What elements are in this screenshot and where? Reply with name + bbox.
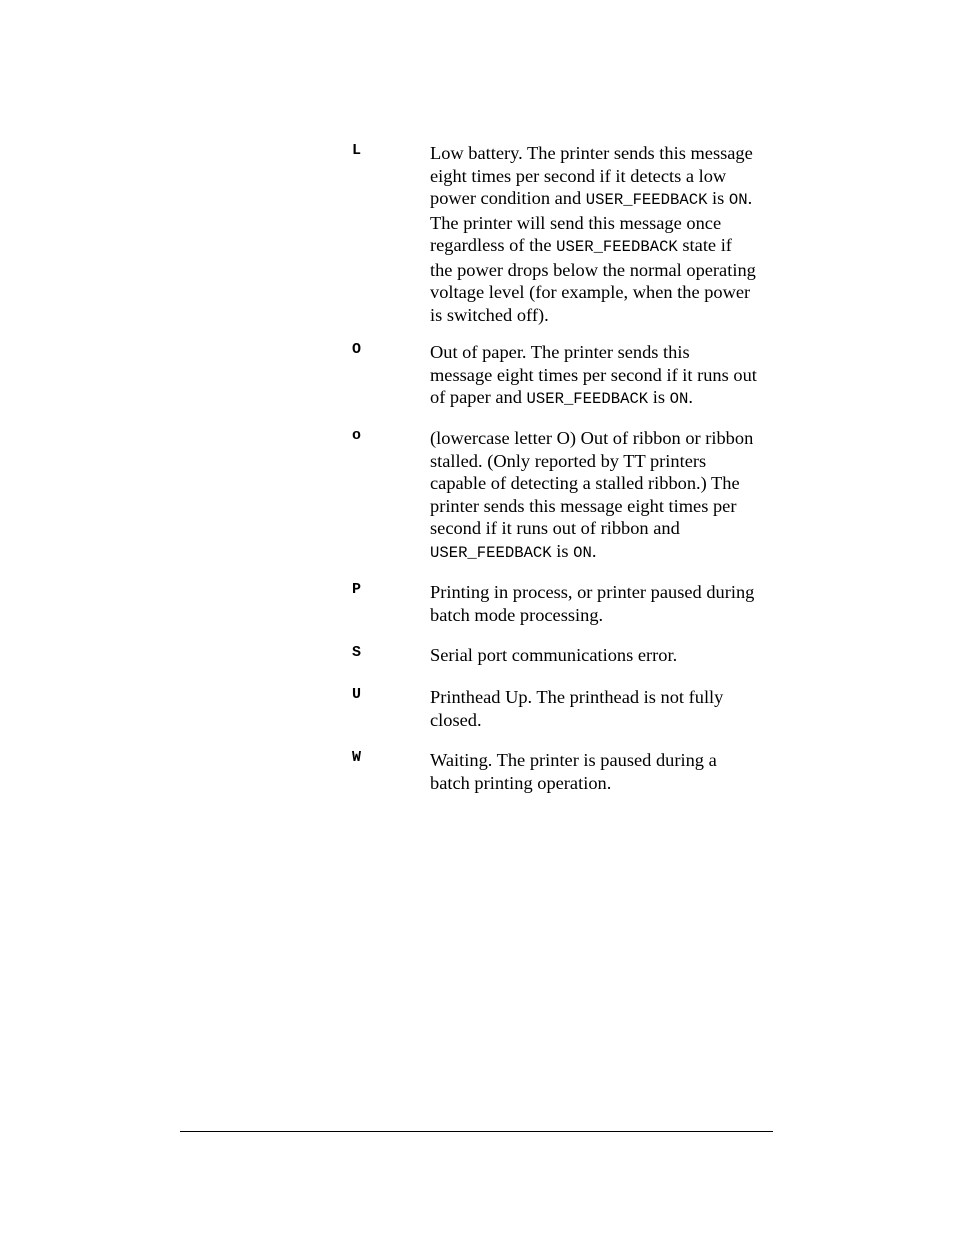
- description-text: Printhead Up. The printhead is not fully: [430, 687, 724, 707]
- status-description: [430, 142, 808, 326]
- description-text: Printing in process, or printer paused during: [430, 582, 755, 602]
- description-text: is: [551, 540, 574, 561]
- status-description: [430, 749, 808, 794]
- description-line: [430, 517, 808, 540]
- description-text: Waiting. The printer is paused during a: [430, 750, 717, 770]
- description-text: second if it runs out of ribbon and: [430, 518, 680, 538]
- description-line: [430, 540, 808, 565]
- status-description: [430, 341, 808, 411]
- description-text: voltage level (for example, when the power: [430, 282, 751, 302]
- description-text: Out of paper. The printer sends this: [430, 342, 690, 362]
- description-line: [430, 581, 808, 604]
- description-line: [430, 304, 808, 327]
- description-line: [430, 281, 808, 304]
- description-line: [430, 495, 808, 518]
- description-text: state if: [677, 235, 732, 255]
- description-text: Low battery. The printer sends this message: [430, 143, 753, 163]
- description-text: closed.: [430, 709, 482, 730]
- description-line: [430, 772, 808, 795]
- footer-rule: [180, 1131, 773, 1132]
- keyword-text: USER_FEEDBACK: [526, 390, 649, 408]
- status-code: L: [352, 142, 362, 159]
- status-code: O: [352, 341, 362, 358]
- description-line: [430, 341, 808, 364]
- description-line: [430, 427, 808, 450]
- description-line: [430, 749, 808, 772]
- keyword-text: USER_FEEDBACK: [430, 543, 552, 562]
- status-code: P: [352, 581, 362, 598]
- description-text: .: [747, 188, 753, 208]
- description-line: [430, 364, 808, 387]
- description-text: of paper and: [430, 387, 527, 407]
- status-description: [430, 427, 808, 564]
- description-text: .: [688, 387, 693, 407]
- keyword-text: ON: [573, 543, 592, 562]
- status-code: W: [352, 749, 362, 766]
- description-text: eight times per second if it detects a low: [430, 165, 727, 186]
- keyword-text: USER_FEEDBACK: [585, 191, 708, 209]
- keyword-text: ON: [728, 191, 748, 209]
- description-line: [430, 644, 808, 667]
- description-line: [430, 450, 808, 473]
- description-text: (lowercase letter O) Out of ribbon or ribbon: [430, 428, 754, 448]
- description-line: [430, 686, 808, 709]
- status-code: U: [352, 686, 362, 703]
- status-code: o: [352, 427, 362, 444]
- description-text: message eight times per second if it runs out: [430, 364, 757, 385]
- status-description: [430, 581, 808, 626]
- keyword-text: ON: [669, 390, 689, 408]
- description-line: [430, 472, 808, 495]
- description-line: [430, 386, 808, 411]
- description-text: batch printing operation.: [430, 772, 612, 793]
- status-code: S: [352, 644, 362, 661]
- description-line: [430, 709, 808, 732]
- description-line: [430, 187, 808, 212]
- description-text: Serial port communications error.: [430, 645, 678, 665]
- description-text: is: [707, 188, 729, 208]
- description-line: [430, 142, 808, 165]
- status-description: [430, 686, 808, 731]
- description-line: [430, 259, 808, 282]
- description-line: [430, 165, 808, 188]
- description-text: the power drops below the normal operating: [430, 259, 756, 280]
- status-description: [430, 644, 808, 667]
- description-text: printer sends this message eight times per: [430, 495, 737, 516]
- description-text: stalled. (Only reported by TT printers: [430, 450, 707, 471]
- keyword-text: USER_FEEDBACK: [556, 238, 678, 256]
- description-text: power condition and: [430, 188, 586, 208]
- description-line: [430, 212, 808, 235]
- description-text: The printer will send this message once: [430, 212, 722, 233]
- description-text: is switched off).: [430, 304, 549, 325]
- description-text: regardless of the: [430, 235, 557, 255]
- description-line: [430, 234, 808, 259]
- description-text: batch mode processing.: [430, 604, 604, 625]
- description-text: capable of detecting a stalled ribbon.) The: [430, 473, 740, 493]
- description-text: is: [648, 387, 670, 407]
- description-line: [430, 604, 808, 627]
- description-text: .: [591, 540, 597, 561]
